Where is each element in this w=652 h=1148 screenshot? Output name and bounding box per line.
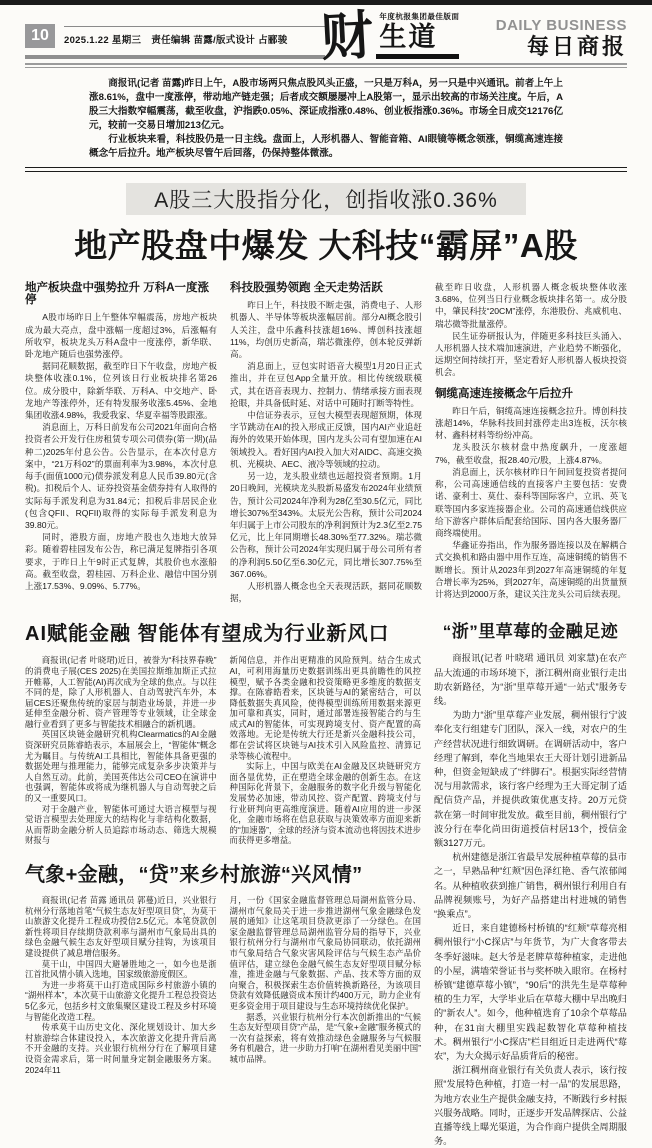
- article-paragraph: 为助力“浙”里草莓产业发展，稠州银行宁波奉化支行组建专门团队，深入一线，对农户的生产经营状况进行细致调研。在调研活动中，客户经理了解到，奉化当地果农王大哥计划引进新品种，但资金短缺成了“绊脚石”。根据实际经营情况与用款需求，该行客户经理为王大哥定制了适配信贷产品，并提供政策优惠支持。20万元贷款在第一时间审批发放。截至目前，稠州银行宁波分行在奉化尚田街道授信村居13个，授信金额3127万元。: [434, 710, 627, 848]
- article-paragraph: 消息面上，万科日前发布公司2021年面向合格投资者公开发行住房租赁专项公司债券(第一期)(品种二)2025年付息公告。公告显示，在本次付息方案中，“21万科02”的票面利率为3.98%，本次付息每手(面值1000元)债券派发利息人民币39.80元(含税)。扣税后个人、证券投资基金债券持有人取得的实际每手派发利息为31.84元；扣税后非居民企业(包含QFII、RQFII)取得的实际每手派发利息为39.80元。: [25, 422, 217, 530]
- article-paragraph: 近日，来自建德杨村桥镇的“红颊”草莓亮相稠州银行“小C探店”与年货节，为广大食客带去冬季好滋味。赵大爷是老牌草莓种植家，走进他的小屋，满墙荣誉证书与奖杯映入眼帘。在杨村桥镇“建德草莓小镇”，“90后”的洪先生是草莓种植的生力军，大学毕业后在草莓大棚中早出晚归的“新农人”。如今，他种植选育了10余个草莓品种，在31亩大棚里实践起数智化草莓种植技术。稠州银行“小C探店”栏目组近日走进两代“莓农”，为大众揭示好品质背后的秘密。: [434, 923, 627, 1062]
- column-subhead: 科技股强势领跑 全天走势活跃: [230, 282, 383, 295]
- article-paragraph: 昨日上午，科技股不断走强，消费电子、人形机器人、半导体等板块涨幅居前。部分AI概念股引人关注，盘中乐鑫科技涨超16%、博创科技涨超11%，均创历史新高，瑞芯微涨停，创本轮反弹新高。: [230, 300, 422, 360]
- column-subhead: 地产板块盘中强势拉升 万科A一度涨停: [25, 282, 209, 307]
- article-paragraph: 实际上，中国与欧美在AI金融及区块链研究方面各显优势，正在塑造全球金融的创新生态。在这种国际化背景下，金融服务的数字化升级与智能化发展势必加速，带动风控、资产配置、跨境支付与行业研判向更高维度演进。随着AI应用的进一步深化，金融市场将在信息获取与决策效率方面迎来新的“加速器”，全球的经济与资本流动也将因技术进步而获得更多增益。: [229, 761, 421, 846]
- paper-name-chinese: 每日商报: [526, 33, 627, 59]
- main-headline: 地产股盘中爆发 大科技“霸屏”A股: [74, 227, 578, 265]
- article-paragraph: 为进一步将莫干山打造成国际乡村旅游小镇的“湖州样本”，本次莫干山旅游文化提升工程总投资达5亿多元，包括乡村文旅集聚区建设工程及乡村环境与智能化改造工程。: [25, 979, 217, 1022]
- article-paragraph: 英国区块链金融研究机构Clearmatics的AI金融资深研究员陈睿皓表示，本届展会上，“智能体”概念尤为瞩目。与传统AI工具相比，智能体具备更强的数据处理与推理能力，能够完成复杂多步决策并与人自然互动。此前，美国英伟达公司CEO在演讲中也强调，智能体或将成为继机器人与自动驾驶之后的又一重要风口。: [25, 729, 217, 804]
- page-header: [25, 4, 627, 69]
- article-paragraph: 杭州建德是浙江省最早发展种植草莓的县市之一，早熟品种“红颊”因色泽红艳、香气浓郁闻名。从种植收获到推广销售，稠州银行利用自有品牌视频账号，为好产品搭建出村进城的销售“换乘点”。: [434, 852, 627, 919]
- article-paragraph: 另一边，龙头股业绩也远超投资者预期。1月20日晚间，光模块龙头股新易盛发布2024年业绩预告，预计公司2024年净利为28亿至30.5亿元，同比增长307%至343%。太辰光公告称，预计公司2024年归属于上市公司股东的净利润预计为2.3亿至2.75亿元，比上年同期增长48.30%至77.32%。瑞芯微公告称，预计公司2024年实现归属于母公司所有者的净利润5.50亿至6.30亿元，同比增长307.75%至367.06%。: [230, 471, 422, 579]
- bottom-region: [25, 617, 627, 1148]
- lead-summary: [89, 77, 563, 161]
- article-paragraph: 中信证券表示，豆包大模型表现超预期，体现字节跳动在AI的投入形成正反馈，国内AI产业追赶海外的效果开始体现，国内龙头公司有望加速在AI领域投入。看好国内AI投入加大对AIDC、高速交换机、光模块、AEC、液冷等领域的拉动。: [230, 410, 422, 469]
- ai-section-column-1: [25, 655, 217, 846]
- masthead-logo-char: 财: [319, 4, 375, 69]
- article-paragraph: 新闻信息，并作出更精准的风险预判。结合生成式AI，可利用海量历史数据训练出更具前瞻性的风控模型，赋予各类金融和投资策略更多维度的数据支撑。在陈睿皓看来，区块链与AI的紧密结合，可以降低数据失真风险，使得模型训练所用数据来源更加可靠和真实，同时，通过部署连接智能合约与生成式AI的智能体，可实现跨境支付、资产配置的高效落地。无论是传统大行还是新兴金融科技公司，都在尝试将区块链与AI技术引入风险监控、清算记录等核心流程中。: [229, 655, 421, 761]
- article-paragraph: 莫干山，中国四大避暑胜地之一，如今也是浙江首批风情小镇入选地，国家级旅游度假区。: [25, 958, 217, 980]
- article-paragraph: 消息面上，沃尔核材昨日午间回复投资者提问称，公司高速通信线的直接客户主要包括：安费诺、豪利士、莫仕、泰科等国际客户，立讯、英飞联等国内多家连接器企业。公司的高速通信线供应给下游客户群体后配套给国际、国内各大服务器厂商终端使用。: [435, 466, 627, 538]
- lead-paragraph: 行业板块来看，科技股仍是一日主线。盘面上，人形机器人、智能音箱、AI眼镜等概念领涨，铜缆高速连接概念午后拉升。地产板块尽管午后回落，仍保持整体微涨。: [89, 134, 563, 160]
- article-paragraph: 人形机器人概念也全天表现活跃，据同花顺数据，: [230, 580, 422, 604]
- article-paragraph: 消息面上，豆包实时语音大模型1月20日正式推出，并在豆包App全量开放。相比传统级联模式，其在语音表现力、控制力、情绪承接方面表现抢眼，并具备低时延、对话中可随时打断等特性。: [230, 361, 422, 408]
- article-column-2: [230, 281, 422, 604]
- article-paragraph: 华鑫证券指出，作为服务器连接以及在解耦合式交换机和路由器中用作互连，高速铜缆的销售不断增长。预计从2023年到2027年高速铜缆的年复合增长率为25%，到2027年，高速铜缆的出货量预计将达到2000万条，建议关注龙头公司后续表现。: [435, 540, 627, 599]
- article-paragraph: A股市场昨日上午整体窄幅震荡，房地产板块成为最大亮点，盘中涨幅一度超过3%，后涨幅有所收窄，板块龙头万科A盘中一度涨停，新华联、卧龙地产随后也强势涨停。: [25, 312, 217, 360]
- article-paragraph: 据悉，兴业银行杭州分行本次创新推出的“气候生态友好型项目贷”产品，是“气象+金融”服务模式的一次有益探索，将有效推动绿色金融服务与气候服务有机融合，进一步助力打响“在湖州看见美丽中国”城市品牌。: [229, 1011, 421, 1064]
- lead-divider: [25, 167, 627, 172]
- ai-finance-section: [25, 617, 421, 846]
- date-line: [64, 26, 325, 46]
- masthead-logo: [319, 4, 460, 69]
- article-paragraph: 民生证券研报认为，伴随更多科技巨头涌入、人形机器人技术端加速演进，产业趋势不断强化，远期空间持续打开，坚定看好人形机器人板块投资机会。: [435, 330, 627, 378]
- article-paragraph: 月，一份《国家金融监督管理总局湖州监管分局、湖州市气象局关于进一步推进湖州气象金融绿色发展的通知》让这笔项目贷款更添了一分绿色。在国家金融监督管理总局湖州监管分局的指导下，兴业银行杭州分行与湖州市气象局协同联动，依托湖州市气象局结合气象灾害风险评估与气候生态产品价值评估，建立绿色金融气候生态友好型项目赋分标准，推进金融与气象数据、产品、技术等方面的双向聚合，积极探索生态价值转换新路径，为该项目贷款有效降低融资成本预计约400万元，助力企业有更多资金用于项目建设与生态环境持续优化保护。: [229, 895, 421, 1011]
- ai-section-title: AI赋能金融 智能体有望成为行业新风口: [25, 623, 390, 646]
- column-subhead: 铜缆高速连接概念午后拉升: [435, 387, 573, 400]
- article-paragraph: 同时，港股方面，房地产股也久违地大放异彩。随着碧桂园发布公告，称已满足复牌指引各项要求，于昨日上午9时正式复牌，其股价也水涨船高。截至收盘，碧桂园、万科企业、融信中国分别上涨17.53%、9.09%、5.77%。: [25, 532, 217, 591]
- lead-paragraph: 商报讯(记者 苗露)昨日上午，A股市场两只焦点股风头正盛，一只是万科A，另一只是中兴通讯。前者上午上涨8.61%，盘中一度涨停，带动地产链走强；后者成交额屡屡冲上A股第一，显示出较高的市场关注度。午后，A股三大指数窄幅震荡，截至收盘，沪指跌0.05%、深证成指涨0.48%、创业板指涨0.36%。市场全日成交12176亿元，较前一交易日增加213亿元。: [89, 78, 563, 132]
- ai-section-column-2: [230, 655, 422, 846]
- page-number: 10: [25, 24, 55, 48]
- paper-name-block: [496, 17, 627, 60]
- weather-section-title: 气象+金融，“贷”来乡村旅游“兴风情”: [25, 864, 363, 887]
- date-text: 2025.1.22 星期三: [64, 35, 142, 47]
- headline-kicker: A股三大股指分化，创指收涨0.36%: [25, 183, 627, 215]
- article-paragraph: 商报讯(记者 叶晓珺)近日，被誉为“科技界春晚”的消费电子展(CES 2025)在美国拉斯维加斯正式拉开帷幕，人工智能(AI)再次成为全球的焦点。与以往不同的是，除了人形机器人、自动驾驶汽车外，本届CES还聚焦传统的家居与制造业场景，并进一步延伸至金融分析、资产管理等专业领域，让全球金融行业看到了更多与智能技术相融合的新机遇。: [25, 655, 217, 729]
- article-paragraph: 对于金融产业，智能体可通过大语言模型与视觉语言模型去处理庞大的结构化与非结构化数据，从而帮助金融分析人员追踪市场动态、筛选大规模财报与: [25, 803, 217, 846]
- article-paragraph: 截至昨日收盘，人形机器人概念板块整体收涨3.68%，位列当日行业概念板块排名第一。成分股中，肇民科技“20CM”涨停，东港股份、兆威机电、瑞芯微等批量涨停。: [435, 282, 627, 329]
- article-paragraph: 商报讯(记者 苗露 通讯员 郭蔓)近日，兴业银行杭州分行落地首笔“气候生态友好型项目贷”，为莫干山旅游文化提升工程成功授信2.5亿元。本笔贷款创新性将项目存续期贷款利率与湖州市气象局出具的绿色金融气候生态友好型项目赋分挂钩，为该项目建设提供了减息增信服务。: [25, 895, 217, 958]
- main-article: [25, 281, 627, 604]
- weather-section-column-1: [25, 895, 217, 1075]
- article-paragraph: 商报讯(记者 叶晓珺 通讯员 刘家慧)在农产品大流通的市场环境下，浙江稠州商业银行走出助农新路径，为“浙”里草莓开通“一站式”服务专线。: [434, 653, 627, 706]
- weather-finance-section: [25, 858, 421, 1075]
- article-column-1: [25, 281, 217, 604]
- bottom-left-block: [25, 617, 421, 1148]
- weather-section-column-2: [230, 895, 422, 1075]
- newspaper-page: [0, 5, 652, 1148]
- masthead-award-text: 年度杭报集团最佳版面: [379, 12, 460, 21]
- article-paragraph: 据同花顺数据，截至昨日下午收盘，房地产板块整体收涨0.1%，位列该日行业板块排名第26位。成分股中，除新华联、万科A、中交地产、卧龙地产等涨停外，还有特发服务收涨5.45%、金地集团收涨4.98%，我爱我家、华夏幸福等股跟涨。: [25, 361, 217, 421]
- strawberry-section: [434, 617, 627, 1148]
- article-paragraph: 昨日午后，铜缆高速连接概念拉升。博创科技涨超14%，华脉科技回封涨停走出3连板，沃尔核材、鑫科材料等纷纷冲高。: [435, 405, 627, 441]
- staff-text: 责任编辑 苗露/版式设计 占郦骏: [151, 35, 288, 47]
- header-left-block: [25, 24, 325, 59]
- paper-name-english: DAILY BUSINESS: [495, 16, 627, 34]
- strawberry-section-title: “浙”里草莓的金融足迹: [442, 622, 619, 642]
- article-paragraph: 龙头股沃尔核材盘中热度飙升，一度涨超7%，截至收盘，报28.40元/股，上涨4.87%。: [435, 442, 627, 465]
- article-paragraph: 传承莫干山历史文化、深化规划设计、加大乡村旅游综合体建设投入，本次旅游文化提升背后离不开金融的支持。兴业银行杭州分行在了解项目建设资金需求后，第一时间量身定制金融服务方案。2024年11: [25, 1022, 217, 1075]
- article-column-3: [435, 281, 627, 604]
- masthead-logo-rest: 生道: [376, 22, 459, 59]
- article-paragraph: 浙江稠州商业银行有关负责人表示，该行按照“发展特色种植，打造一村一品”的发展思路，为地方农业生产提供金融支持，不断践行乡村振兴服务战略。同时，正逐步开发品牌探店、公益直播等线上曝光渠道，为合作商户提供全周期服务。: [434, 1065, 627, 1147]
